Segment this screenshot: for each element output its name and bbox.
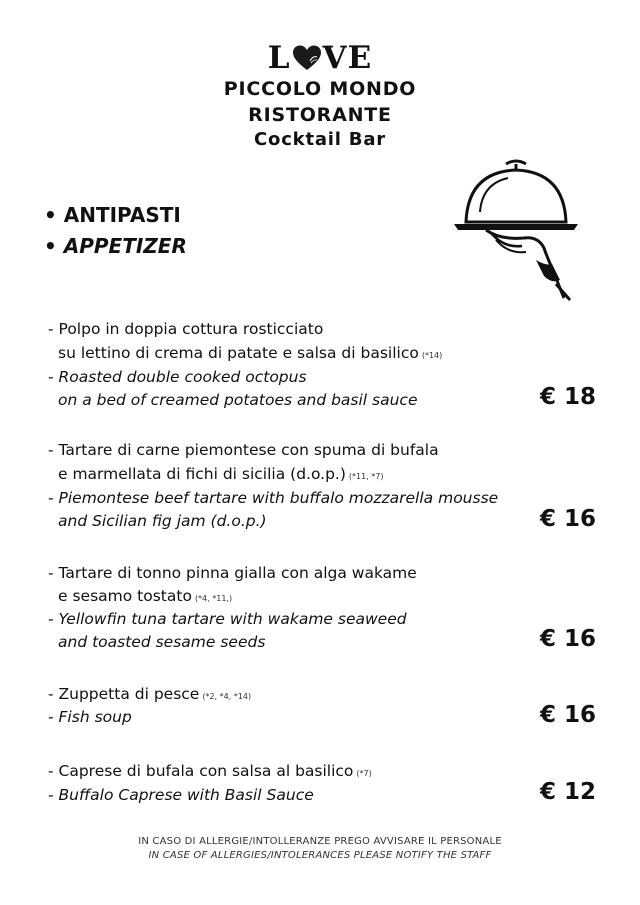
menu-item-beef-tartare-it-desc — [58, 463, 384, 488]
menu-item-octopus-it — [48, 318, 323, 340]
menu-item-octopus-it-desc — [58, 342, 442, 367]
logo-text-right: VE — [322, 40, 373, 76]
price-caprese: € 12 — [539, 779, 596, 805]
menu-item-caprese-en: - Buffalo Caprese with Basil Sauce — [48, 786, 314, 804]
restaurant-name-line2: RISTORANTE — [248, 104, 392, 126]
menu-item-tuna-tartare-it: - Tartare di tonno pinna gialla con alga wakame — [48, 564, 417, 582]
restaurant-logo — [0, 38, 640, 78]
menu-item-fish-soup-it — [48, 683, 251, 708]
menu-item-beef-tartare-en: - Piemontese beef tartare with buffalo mozzarella mousse — [48, 489, 499, 507]
logo-text-left: L — [267, 40, 291, 76]
menu-item-tuna-tartare-en-desc: and toasted sesame seeds — [58, 633, 266, 651]
price-tuna-tartare: € 16 — [539, 626, 596, 652]
serving-cloche-icon — [452, 156, 580, 302]
price-beef-tartare: € 16 — [539, 506, 596, 532]
menu-item-beef-tartare-en-desc: and Sicilian fig jam (d.o.p.) — [58, 512, 267, 530]
menu-item-caprese-it — [48, 760, 372, 785]
price-fish-soup: € 16 — [539, 702, 596, 728]
price-octopus: € 18 — [539, 384, 596, 410]
menu-item-name: - Zuppetta di pesce — [48, 685, 200, 703]
menu-item-beef-tartare-it: - Tartare di carne piemontese con spuma di bufala — [48, 441, 439, 459]
allergen-codes: (*14) — [421, 351, 443, 360]
menu-item-tuna-tartare-en: - Yellowfin tuna tartare with wakame seaweed — [48, 610, 407, 628]
menu-item-desc: e sesamo tostato — [58, 587, 192, 605]
allergen-codes: (*7) — [356, 769, 372, 778]
menu-item-octopus-en: - Roasted double cooked octopus — [48, 368, 307, 386]
menu-item-fish-soup-en: - Fish soup — [48, 708, 132, 726]
allergy-notice-en: IN CASE OF ALLERGIES/INTOLERANCES PLEASE NOTIFY THE STAFF — [148, 850, 492, 861]
section-heading-it: • ANTIPASTI — [44, 203, 181, 227]
section-heading-en: • APPETIZER — [44, 234, 187, 258]
menu-item-tuna-tartare-it-desc — [58, 585, 232, 610]
menu-item-octopus-en-desc: on a bed of creamed potatoes and basil sauce — [58, 391, 418, 409]
restaurant-name-line1: PICCOLO MONDO — [223, 78, 417, 100]
allergen-codes: (*11, *7) — [348, 472, 384, 481]
menu-item-desc: su lettino di crema di patate e salsa di basilico — [58, 344, 419, 362]
menu-item-name: - Polpo in doppia cottura rosticciato — [48, 320, 324, 338]
heart-icon — [292, 44, 322, 72]
allergen-codes: (*4, *11,) — [194, 594, 233, 603]
restaurant-name-line3: Cocktail Bar — [254, 129, 386, 150]
allergy-notice-it: IN CASO DI ALLERGIE/INTOLLERANZE PREGO AVVISARE IL PERSONALE — [138, 836, 502, 847]
menu-item-desc: e marmellata di fichi di sicilia (d.o.p.) — [58, 465, 346, 483]
menu-item-name: - Caprese di bufala con salsa al basilico — [48, 762, 354, 780]
allergen-codes: (*2, *4, *14) — [202, 692, 252, 701]
